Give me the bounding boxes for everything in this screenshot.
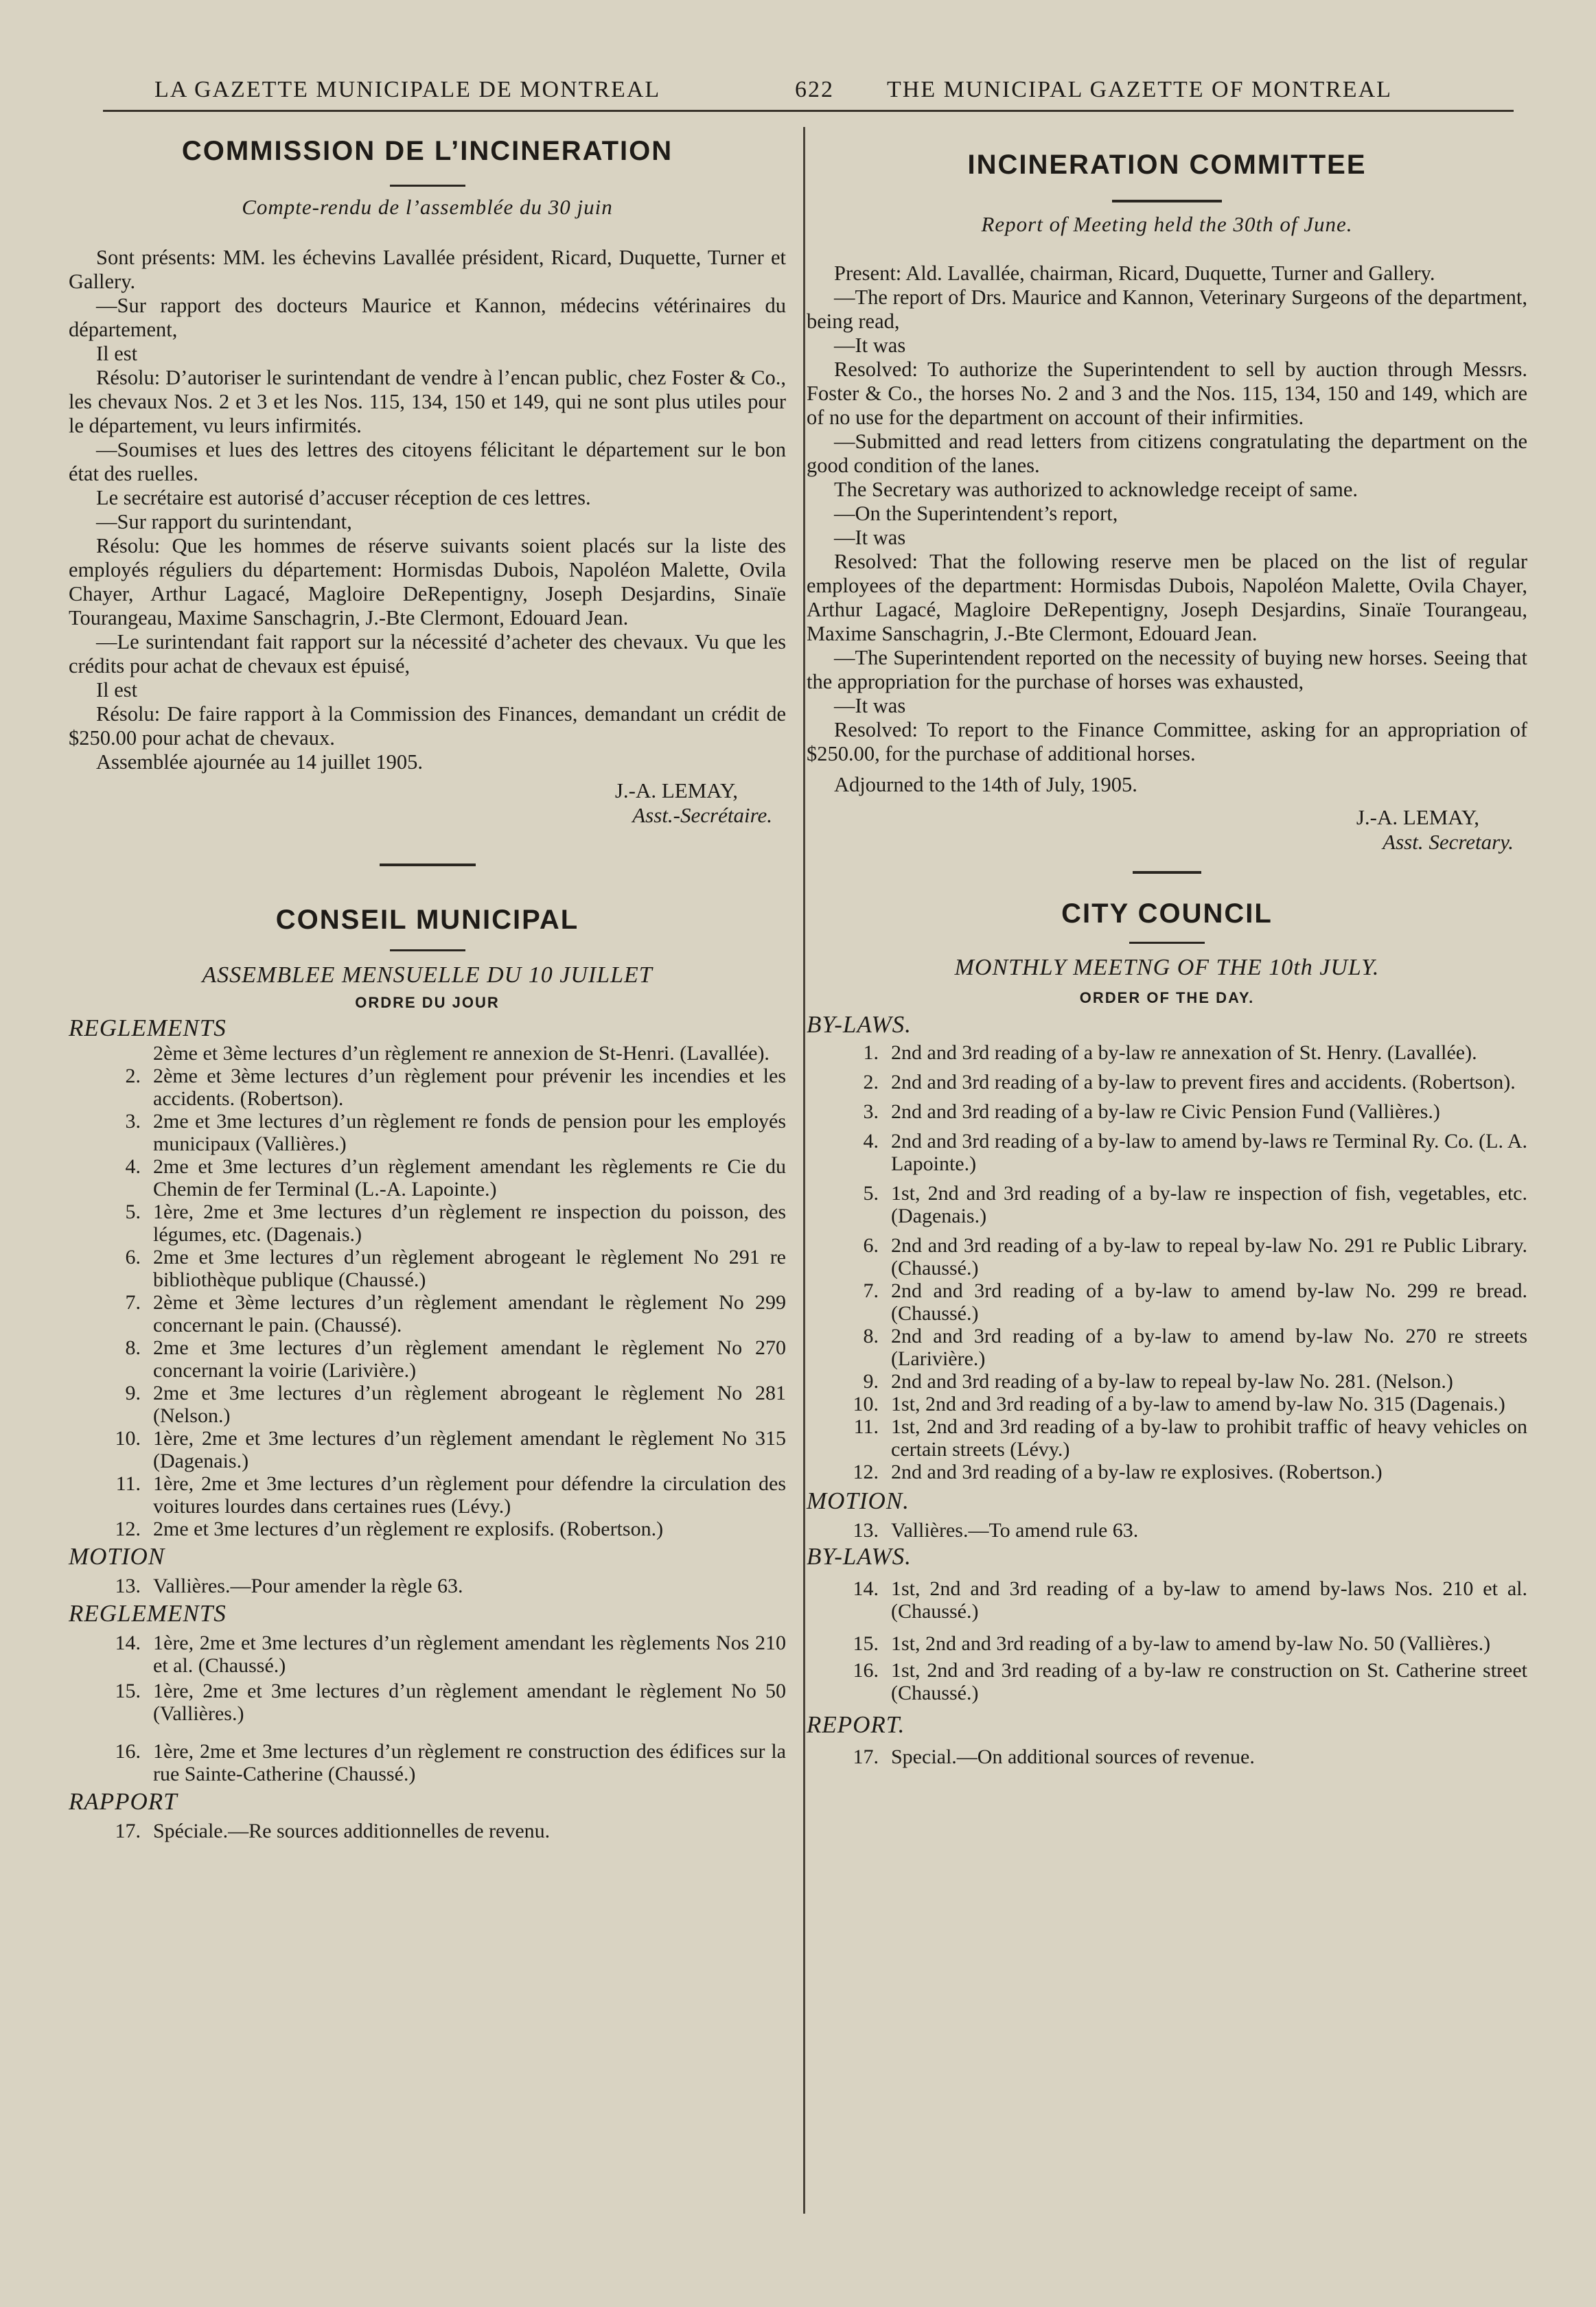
agenda-item — [69, 1820, 786, 1842]
paragraph: —Submitted and read letters from citizens congratulating the department on the good condition of the lanes. — [807, 430, 1527, 477]
agenda-item — [807, 1415, 1527, 1461]
item-number: 14. — [115, 1632, 141, 1654]
item-text: 2nd and 3rd reading of a by-law to amend by-law No. 299 re bread. (Chaussé.) — [891, 1279, 1527, 1325]
title-rule — [1129, 942, 1205, 944]
item-number: 5. — [125, 1201, 141, 1223]
agenda-item — [69, 1575, 786, 1597]
item-number: 13. — [115, 1575, 141, 1597]
item-text: 2nd and 3rd reading of a by-law to repeal by-law No. 291 re Public Library. (Chaussé.) — [891, 1234, 1527, 1279]
paragraph: Résolu: D’autoriser le surintendant de vendre à l’encan public, chez Foster & Co., les chevaux Nos. 2 et 3 et les Nos. 115, 134, 150 et 149, qui ne sont plus utiles pour le département, vu leurs infirmités. — [69, 366, 786, 437]
commission-subtitle: Compte-rendu de l’assemblée du 30 juin — [242, 195, 613, 219]
paragraph: Assemblée ajournée au 14 juillet 1905. — [96, 750, 424, 774]
item-text: Vallières.—To amend rule 63. — [891, 1519, 1139, 1542]
signature-title: Asst.-Secrétaire. — [632, 803, 772, 827]
item-number: 3. — [125, 1110, 141, 1133]
section-reglements: REGLEMENTS — [69, 1015, 227, 1041]
item-text: 2ème et 3ème lectures d’un règlement amendant le règlement No 299 concernant le pain. (Chaussé). — [153, 1291, 786, 1336]
agenda-item — [69, 1201, 786, 1246]
item-number: 7. — [125, 1291, 141, 1314]
item-text: 2me et 3me lectures d’un règlement amendant le règlement No 270 concernant la voirie (Larivière.) — [153, 1336, 786, 1382]
item-text: 1ère, 2me et 3me lectures d’un règlement re construction des édifices sur la rue Sainte-Catherine (Chaussé.) — [153, 1740, 786, 1785]
section-by-laws: BY-LAWS. — [807, 1011, 912, 1038]
paragraph: Résolu: Que les hommes de réserve suivants soient placés sur la liste des employés réguliers du département: Hormisdas Dubois, Napoléon Malette, Ovila Chayer, Arthur Lagacé, Magloire DeRepentigny, Joseph Desjardins, Sinaïe Tourangeau, Maxime Sanschagrin, J.-Bte Clermont, Edouard Jean. — [69, 534, 786, 629]
agenda-item — [807, 1519, 1527, 1542]
council-title: CITY COUNCIL — [1061, 899, 1273, 929]
council-subtitle: MONTHLY MEETNG OF THE 10th JULY. — [954, 955, 1380, 980]
item-number: 6. — [125, 1246, 141, 1268]
agenda-item — [69, 1336, 786, 1382]
section-by-laws-2: BY-LAWS. — [807, 1543, 912, 1570]
section-motion: MOTION. — [807, 1487, 910, 1514]
agenda-item — [807, 1393, 1527, 1415]
agenda-item — [807, 1632, 1527, 1655]
item-text: 1st, 2nd and 3rd reading of a by-law re construction on St. Catherine street (Chaussé.) — [891, 1659, 1527, 1704]
item-text: 1ère, 2me et 3me lectures d’un règlement amendant le règlement No 50 (Vallières.) — [153, 1680, 786, 1725]
signature-title: Asst. Secretary. — [1383, 830, 1514, 854]
item-number: 16. — [115, 1740, 141, 1763]
signature-name: J.-A. LEMAY, — [614, 778, 738, 802]
council-subtitle: ASSEMBLEE MENSUELLE DU 10 JUILLET — [202, 962, 653, 988]
agenda-item — [69, 1291, 786, 1336]
item-number: 11. — [853, 1415, 879, 1438]
item-text: 1st, 2nd and 3rd reading of a by-law to amend by-laws Nos. 210 et al. (Chaussé.) — [891, 1577, 1527, 1623]
agenda-item — [807, 1100, 1527, 1123]
agenda-item — [807, 1182, 1527, 1227]
item-text: Special.—On additional sources of revenue. — [891, 1746, 1255, 1768]
paragraph: —It was — [834, 526, 906, 549]
committee-subtitle: Report of Meeting held the 30th of June. — [981, 212, 1353, 236]
council-title: CONSEIL MUNICIPAL — [275, 905, 579, 935]
commission-minutes — [69, 246, 786, 774]
agenda-item — [807, 1234, 1527, 1279]
agenda-item — [69, 1740, 786, 1785]
paragraph: Adjourned to the 14th of July, 1905. — [834, 773, 1137, 796]
agenda-item — [69, 1680, 786, 1725]
paragraph: Il est — [96, 678, 138, 702]
item-number: 10. — [115, 1427, 141, 1450]
item-number: 1. — [863, 1041, 879, 1064]
paragraph: —Le surintendant fait rapport sur la nécessité d’acheter des chevaux. Vu que les crédits pour achat de chevaux est épuisé, — [69, 630, 786, 677]
paragraph: Present: Ald. Lavallée, chairman, Ricard, Duquette, Turner and Gallery. — [834, 262, 1435, 285]
agenda-item — [69, 1632, 786, 1677]
agenda-item — [69, 1518, 786, 1540]
column-divider — [803, 127, 805, 2214]
item-text: 1ère, 2me et 3me lectures d’un règlement pour défendre la circulation des voitures lourdes dans certaines rues (Lévy.) — [153, 1472, 786, 1518]
section-rule — [1133, 871, 1201, 874]
agenda-item — [807, 1577, 1527, 1623]
running-header-french: LA GAZETTE MUNICIPALE DE MONTREAL — [154, 77, 661, 102]
agenda-item — [69, 1110, 786, 1155]
paragraph: —It was — [834, 694, 906, 717]
item-number: 12. — [853, 1461, 879, 1483]
item-number: 12. — [115, 1518, 141, 1540]
reglements-list — [69, 1042, 786, 1540]
paragraph: Resolved: To report to the Finance Committee, asking for an appropriation of $250.00, for the purchase of additional horses. — [807, 718, 1527, 765]
agenda-item — [69, 1427, 786, 1472]
agenda-item — [807, 1279, 1527, 1325]
agenda-item — [807, 1746, 1527, 1768]
paragraph: Il est — [96, 342, 138, 365]
page-number: 622 — [795, 77, 834, 102]
agenda-item — [69, 1382, 786, 1427]
agenda-item — [69, 1246, 786, 1291]
paragraph: —Sur rapport du surintendant, — [96, 510, 352, 533]
item-text: 1st, 2nd and 3rd reading of a by-law re inspection of fish, vegetables, etc. (Dagenais.) — [891, 1182, 1527, 1227]
section-report: REPORT. — [807, 1711, 905, 1738]
paragraph: Sont présents: MM. les échevins Lavallée président, Ricard, Duquette, Turner et Gallery. — [69, 246, 786, 293]
reglements-list-2 — [69, 1632, 786, 1785]
item-number: 7. — [863, 1279, 879, 1302]
title-rule — [390, 949, 465, 951]
paragraph: Resolved: To authorize the Superintendent to sell by auction through Messrs. Foster & Co., the horses No. 2 and 3 and the Nos. 115, 134, 150 and 149, which are of no use for the department on account of their infirmities. — [807, 358, 1527, 429]
item-number: 3. — [863, 1100, 879, 1123]
paragraph: —The report of Drs. Maurice and Kannon, Veterinary Surgeons of the department, being read, — [807, 286, 1527, 333]
paragraph: —Sur rapport des docteurs Maurice et Kannon, médecins vétérinaires du département, — [69, 294, 786, 341]
item-number: 9. — [863, 1370, 879, 1393]
item-text: 2nd and 3rd reading of a by-law to prevent fires and accidents. (Robertson). — [891, 1071, 1516, 1093]
item-text: 1ère, 2me et 3me lectures d’un règlement amendant le règlement No 315 (Dagenais.) — [153, 1427, 786, 1472]
by-laws-list — [807, 1041, 1527, 1483]
order-of-day-label: ORDRE DU JOUR — [355, 994, 500, 1011]
item-number: 11. — [115, 1472, 141, 1495]
item-text: 2me et 3me lectures d’un règlement re fonds de pension pour les employés municipaux (Vallières.) — [153, 1110, 786, 1155]
agenda-item — [807, 1325, 1527, 1370]
item-number: 6. — [863, 1234, 879, 1257]
item-number: 4. — [863, 1130, 879, 1152]
item-number: 5. — [863, 1182, 879, 1205]
paragraph: Le secrétaire est autorisé d’accuser réception de ces lettres. — [96, 486, 591, 509]
header-rule — [103, 110, 1514, 112]
item-number: 17. — [853, 1746, 879, 1768]
committee-minutes — [807, 262, 1527, 797]
agenda-item — [807, 1071, 1527, 1093]
committee-title: INCINERATION COMMITTEE — [967, 150, 1367, 180]
paragraph: —It was — [834, 334, 906, 357]
running-header-english: THE MUNICIPAL GAZETTE OF MONTREAL — [887, 77, 1392, 102]
item-number: 9. — [125, 1382, 141, 1404]
item-text: 2ème et 3ème lectures d’un règlement pour prévenir les incendies et les accidents. (Robertson). — [153, 1065, 786, 1110]
french-column — [69, 117, 786, 1842]
item-number: 14. — [853, 1577, 879, 1600]
item-number: 16. — [853, 1659, 879, 1682]
signature-name: J.-A. LEMAY, — [1356, 805, 1479, 829]
item-text: 2nd and 3rd reading of a by-law re explosives. (Robertson.) — [891, 1461, 1383, 1483]
agenda-item — [807, 1041, 1527, 1064]
section-motion: MOTION — [69, 1543, 165, 1570]
title-rule — [390, 185, 465, 187]
agenda-item — [807, 1370, 1527, 1393]
order-of-day-label: ORDER OF THE DAY. — [1079, 989, 1255, 1006]
item-text: 2nd and 3rd reading of a by-law to amend by-laws re Terminal Ry. Co. (L. A. Lapointe.) — [891, 1130, 1527, 1175]
item-text: 2nd and 3rd reading of a by-law to repeal by-law No. 281. (Nelson.) — [891, 1370, 1453, 1393]
item-text: 2ème et 3ème lectures d’un règlement re annexion de St-Henri. (Lavallée). — [153, 1042, 770, 1065]
agenda-item — [69, 1042, 786, 1065]
item-text: 1st, 2nd and 3rd reading of a by-law to amend by-law No. 315 (Dagenais.) — [891, 1393, 1505, 1415]
item-number — [69, 1042, 153, 1065]
agenda-item — [807, 1130, 1527, 1175]
agenda-item — [807, 1461, 1527, 1483]
paragraph: The Secretary was authorized to acknowledge receipt of same. — [834, 478, 1358, 501]
item-text: Spéciale.—Re sources additionnelles de revenu. — [153, 1820, 551, 1842]
item-number: 2. — [125, 1065, 141, 1087]
item-number: 2. — [863, 1071, 879, 1093]
item-text: 1st, 2nd and 3rd reading of a by-law to prohibit traffic of heavy vehicles on certain streets (Lévy.) — [891, 1415, 1527, 1461]
item-text: Vallières.—Pour amender la règle 63. — [153, 1575, 463, 1597]
by-laws-list-2 — [807, 1577, 1527, 1704]
item-number: 4. — [125, 1155, 141, 1178]
title-rule — [1112, 200, 1222, 202]
commission-title: COMMISSION DE L’INCINERATION — [181, 136, 673, 166]
item-number: 17. — [115, 1820, 141, 1842]
agenda-item — [69, 1065, 786, 1110]
english-column — [807, 117, 1527, 1768]
item-number: 8. — [863, 1325, 879, 1347]
agenda-item — [69, 1155, 786, 1201]
item-text: 2nd and 3rd reading of a by-law re annexation of St. Henry. (Lavallée). — [891, 1041, 1477, 1064]
section-reglements-2: REGLEMENTS — [69, 1600, 227, 1627]
item-text: 1ère, 2me et 3me lectures d’un règlement re inspection du poisson, des légumes, etc. (Dagenais.) — [153, 1201, 786, 1246]
paragraph: —Soumises et lues des lettres des citoyens félicitant le département sur le bon état des ruelles. — [69, 438, 786, 485]
item-text: 1ère, 2me et 3me lectures d’un règlement amendant les règlements Nos 210 et al. (Chaussé.) — [153, 1632, 786, 1677]
item-number: 10. — [853, 1393, 879, 1415]
agenda-item — [807, 1659, 1527, 1704]
item-text: 2nd and 3rd reading of a by-law re Civic Pension Fund (Vallières.) — [891, 1100, 1440, 1123]
item-number: 15. — [115, 1680, 141, 1702]
item-text: 2me et 3me lectures d’un règlement abrogeant le règlement No 291 re bibliothèque publique (Chaussé.) — [153, 1246, 786, 1291]
item-number: 8. — [125, 1336, 141, 1359]
item-text: 2me et 3me lectures d’un règlement amendant les règlements re Cie du Chemin de fer Terminal (L.-A. Lapointe.) — [153, 1155, 786, 1201]
item-number: 15. — [853, 1632, 879, 1655]
agenda-item — [69, 1472, 786, 1518]
paragraph: Resolved: That the following reserve men be placed on the list of regular employees of the department: Hormisdas Dubois, Napoléon Malette, Ovila Chayer, Arthur Lagacé, Magloire DeRepentigny, Joseph Desjardins, Sinaïe Tourangeau, Maxime Sanschagrin, J.-Bte Clermont, Edouard Jean. — [807, 550, 1527, 645]
paragraph: Résolu: De faire rapport à la Commission des Finances, demandant un crédit de $250.00 pour achat de chevaux. — [69, 702, 786, 750]
item-number: 13. — [853, 1519, 879, 1542]
section-rule — [380, 863, 476, 866]
paragraph: —The Superintendent reported on the necessity of buying new horses. Seeing that the appropriation for the purchase of horses was exhausted, — [807, 646, 1527, 693]
section-rapport: RAPPORT — [69, 1788, 178, 1815]
item-text: 2nd and 3rd reading of a by-law to amend by-law No. 270 re streets (Larivière.) — [891, 1325, 1527, 1370]
item-text: 2me et 3me lectures d’un règlement re explosifs. (Robertson.) — [153, 1518, 664, 1540]
item-text: 1st, 2nd and 3rd reading of a by-law to amend by-law No. 50 (Vallières.) — [891, 1632, 1491, 1655]
item-text: 2me et 3me lectures d’un règlement abrogeant le règlement No 281 (Nelson.) — [153, 1382, 786, 1427]
paragraph: —On the Superintendent’s report, — [834, 502, 1118, 525]
